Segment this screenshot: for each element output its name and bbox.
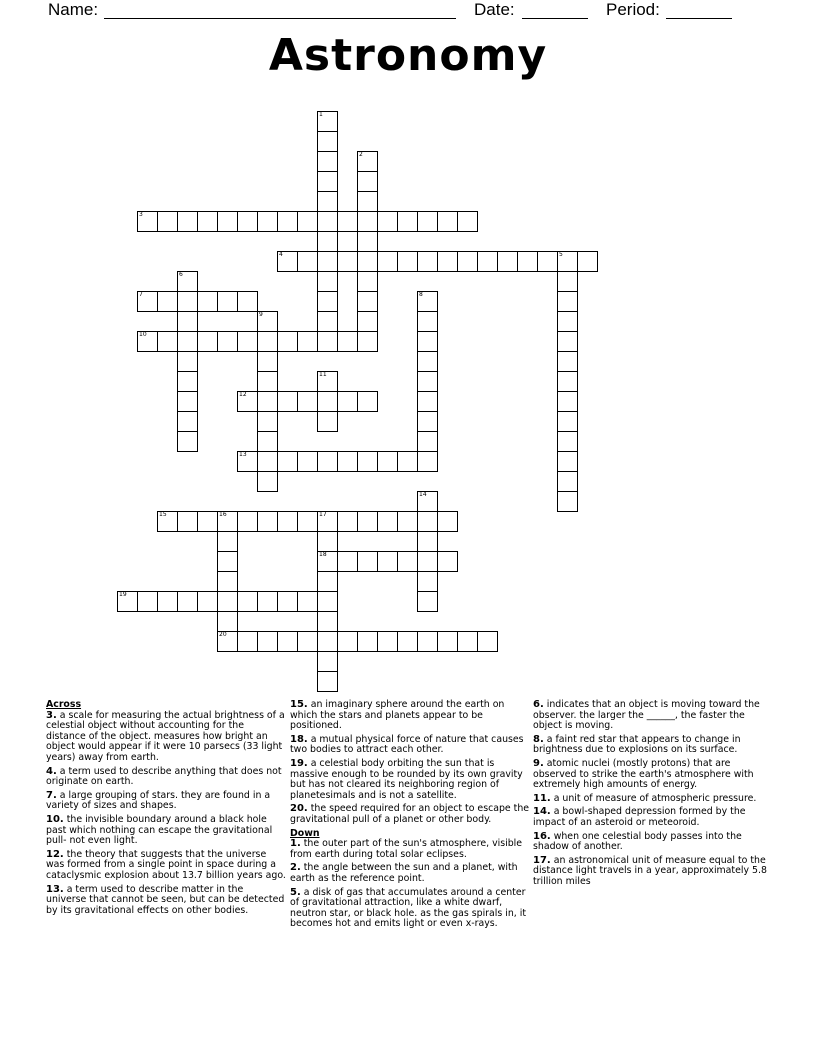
crossword-cell[interactable] xyxy=(377,251,398,272)
cell-number: 6 xyxy=(179,271,183,278)
crossword-cell[interactable] xyxy=(317,271,338,292)
crossword-cell[interactable] xyxy=(557,431,578,452)
crossword-cell[interactable] xyxy=(297,391,318,412)
crossword-cell[interactable] xyxy=(357,151,378,172)
clue-item: 17. an astronomical unit of measure equal to the distance light travels in a year, approximately 5.8 trillion miles xyxy=(533,854,767,887)
crossword-cell[interactable] xyxy=(277,251,298,272)
cell-number: 13 xyxy=(239,451,247,458)
crossword-cell[interactable] xyxy=(197,331,218,352)
crossword-cell[interactable] xyxy=(357,511,378,532)
crossword-cell[interactable] xyxy=(217,591,238,612)
clue-list xyxy=(0,700,816,1056)
clue-item: 9. atomic nuclei (mostly protons) that are observed to strike the earth's atmosphere with extremely high amounts of energy. xyxy=(533,757,754,791)
crossword-cell[interactable] xyxy=(277,331,298,352)
clue-column-1 xyxy=(46,700,286,919)
crossword-cell[interactable] xyxy=(217,631,238,652)
clue-item: 18. a mutual physical force of nature that causes two bodies to attract each other. xyxy=(290,733,524,756)
crossword-cell[interactable] xyxy=(297,211,318,232)
crossword-cell[interactable] xyxy=(317,291,338,312)
crossword-cell[interactable] xyxy=(317,171,338,192)
cell-number: 18 xyxy=(319,551,327,558)
cell-number: 14 xyxy=(419,491,427,498)
crossword-cell[interactable] xyxy=(397,211,418,232)
crossword-cell[interactable] xyxy=(297,251,318,272)
cell-number: 3 xyxy=(139,211,143,218)
crossword-cell[interactable] xyxy=(177,311,198,332)
crossword-cell[interactable] xyxy=(557,451,578,472)
clue-item: 19. a celestial body orbiting the sun that is massive enough to be rounded by its own gravity but has not cleared its neighboring region of planetesimals and is not a satellite. xyxy=(290,757,523,801)
crossword-cell[interactable] xyxy=(317,131,338,152)
crossword-cell[interactable] xyxy=(217,611,238,632)
crossword-cell[interactable] xyxy=(237,211,258,232)
crossword-cell[interactable] xyxy=(317,191,338,212)
crossword-cell[interactable] xyxy=(277,391,298,412)
crossword-cell[interactable] xyxy=(357,311,378,332)
crossword-cell[interactable] xyxy=(197,291,218,312)
crossword-cell[interactable] xyxy=(417,331,438,352)
clue-item: 7. a large grouping of stars. they are found in a variety of sizes and shapes. xyxy=(46,789,271,812)
crossword-cell[interactable] xyxy=(417,351,438,372)
crossword-cell[interactable] xyxy=(417,491,438,512)
crossword-cell[interactable] xyxy=(237,591,258,612)
crossword-cell[interactable] xyxy=(477,251,498,272)
crossword-cell[interactable] xyxy=(257,371,278,392)
crossword-cell[interactable] xyxy=(557,411,578,432)
crossword-cell[interactable] xyxy=(317,571,338,592)
crossword-cell[interactable] xyxy=(177,591,198,612)
crossword-cell[interactable] xyxy=(217,331,238,352)
clue-item: 5. a disk of gas that accumulates around a center of gravitational attraction, like a white dwarf, neutron star, or black hole. as the gas spirals in, it becomes hot and emits light or even x-rays. xyxy=(290,886,527,930)
date-label: Date: xyxy=(474,0,515,19)
crossword-cell[interactable] xyxy=(577,251,598,272)
crossword-cell[interactable] xyxy=(317,631,338,652)
crossword-cell[interactable] xyxy=(217,291,238,312)
crossword-cell[interactable] xyxy=(417,371,438,392)
crossword-cell[interactable] xyxy=(137,211,158,232)
crossword-cell[interactable] xyxy=(317,671,338,692)
crossword-cell[interactable] xyxy=(437,631,458,652)
crossword-cell[interactable] xyxy=(137,331,158,352)
cell-number: 11 xyxy=(319,371,327,378)
crossword-cell[interactable] xyxy=(177,271,198,292)
crossword-cell[interactable] xyxy=(277,511,298,532)
crossword-cell[interactable] xyxy=(177,391,198,412)
cell-number: 16 xyxy=(219,511,227,518)
crossword-cell[interactable] xyxy=(357,251,378,272)
crossword-cell[interactable] xyxy=(417,591,438,612)
crossword-cell[interactable] xyxy=(517,251,538,272)
page-title: Astronomy xyxy=(268,30,548,81)
crossword-cell[interactable] xyxy=(417,311,438,332)
crossword-cell[interactable] xyxy=(557,251,578,272)
crossword-cell[interactable] xyxy=(317,551,338,572)
crossword-cell[interactable] xyxy=(377,631,398,652)
crossword-cell[interactable] xyxy=(157,331,178,352)
clue-item: 2. the angle between the sun and a planet, with earth as the reference point. xyxy=(290,862,518,884)
crossword-cell[interactable] xyxy=(157,291,178,312)
clue-item: 16. when one celestial body passes into the shadow of another. xyxy=(533,830,742,853)
crossword-cell[interactable] xyxy=(297,631,318,652)
cell-number: 5 xyxy=(559,251,563,258)
crossword-cell[interactable] xyxy=(377,551,398,572)
crossword-cell[interactable] xyxy=(257,431,278,452)
crossword-cell[interactable] xyxy=(317,111,338,132)
crossword-cell[interactable] xyxy=(357,171,378,192)
crossword-cell[interactable] xyxy=(317,531,338,552)
crossword-cell[interactable] xyxy=(417,391,438,412)
crossword-cell[interactable] xyxy=(377,451,398,472)
crossword-cell[interactable] xyxy=(317,451,338,472)
crossword-cell[interactable] xyxy=(437,511,458,532)
crossword-cell[interactable] xyxy=(417,431,438,452)
cell-number: 17 xyxy=(319,511,327,518)
crossword-cell[interactable] xyxy=(437,251,458,272)
crossword-cell[interactable] xyxy=(357,551,378,572)
crossword-cell[interactable] xyxy=(197,211,218,232)
crossword-cell[interactable] xyxy=(357,231,378,252)
period-label: Period: xyxy=(606,0,660,19)
crossword-cell[interactable] xyxy=(557,471,578,492)
crossword-cell[interactable] xyxy=(257,351,278,372)
crossword-cell[interactable] xyxy=(317,411,338,432)
cell-number: 4 xyxy=(279,251,283,258)
crossword-cell[interactable] xyxy=(217,211,238,232)
crossword-cell[interactable] xyxy=(277,451,298,472)
crossword-cell[interactable] xyxy=(257,391,278,412)
crossword-cell[interactable] xyxy=(397,551,418,572)
crossword-cell[interactable] xyxy=(557,331,578,352)
crossword-cell[interactable] xyxy=(257,311,278,332)
crossword-cell[interactable] xyxy=(357,291,378,312)
crossword-cell[interactable] xyxy=(317,371,338,392)
crossword-cell[interactable] xyxy=(417,251,438,272)
clue-item: 20. the speed required for an object to escape the gravitational pull of a planet or other body. xyxy=(290,803,530,825)
crossword-cell[interactable] xyxy=(237,451,258,472)
crossword-cell[interactable] xyxy=(297,331,318,352)
crossword-cell[interactable] xyxy=(357,271,378,292)
crossword-cell[interactable] xyxy=(557,391,578,412)
crossword-cell[interactable] xyxy=(197,591,218,612)
crossword-cell[interactable] xyxy=(257,411,278,432)
name-label: Name: xyxy=(48,0,99,19)
cell-number: 20 xyxy=(219,631,227,638)
crossword-cell[interactable] xyxy=(317,231,338,252)
cell-number: 2 xyxy=(359,151,363,158)
crossword-cell[interactable] xyxy=(257,471,278,492)
crossword-cell[interactable] xyxy=(417,631,438,652)
clue-item: 12. the theory that suggests that the universe was formed from a single point in space during a cataclysmic explosion about 13.7 billion years ago. xyxy=(46,848,286,881)
crossword-cell[interactable] xyxy=(117,591,138,612)
across-heading: Across xyxy=(46,699,82,710)
crossword-cell[interactable] xyxy=(317,251,338,272)
crossword-cell[interactable] xyxy=(417,291,438,312)
crossword-cell[interactable] xyxy=(257,511,278,532)
crossword-cell[interactable] xyxy=(137,291,158,312)
crossword-cell[interactable] xyxy=(257,631,278,652)
crossword-cell[interactable] xyxy=(237,631,258,652)
crossword-cell[interactable] xyxy=(217,531,238,552)
cell-number: 19 xyxy=(119,591,127,598)
crossword-cell[interactable] xyxy=(377,211,398,232)
crossword-cell[interactable] xyxy=(457,211,478,232)
crossword-cell[interactable] xyxy=(417,451,438,472)
crossword-cell[interactable] xyxy=(437,211,458,232)
crossword-cell[interactable] xyxy=(177,291,198,312)
crossword-cell[interactable] xyxy=(297,451,318,472)
cell-number: 10 xyxy=(139,331,147,338)
crossword-cell[interactable] xyxy=(557,491,578,512)
cell-number: 8 xyxy=(419,291,423,298)
crossword-cell[interactable] xyxy=(257,211,278,232)
crossword-cell[interactable] xyxy=(357,451,378,472)
crossword-cell[interactable] xyxy=(397,451,418,472)
down-heading: Down xyxy=(290,827,320,839)
crossword-cell[interactable] xyxy=(557,271,578,292)
crossword-cell[interactable] xyxy=(157,591,178,612)
crossword-cell[interactable] xyxy=(237,391,258,412)
clue-item: 6. indicates that an object is moving toward the observer. the larger the ______, the faster the object is moving. xyxy=(533,699,760,732)
crossword-cell[interactable] xyxy=(217,551,238,572)
crossword-cell[interactable] xyxy=(217,571,238,592)
crossword-cell[interactable] xyxy=(177,351,198,372)
cell-number: 15 xyxy=(159,511,167,518)
crossword-cell[interactable] xyxy=(357,331,378,352)
clue-column-2 xyxy=(290,700,530,933)
crossword-cell[interactable] xyxy=(397,251,418,272)
cell-number: 9 xyxy=(259,311,263,318)
crossword-cell[interactable] xyxy=(297,511,318,532)
crossword-cell[interactable] xyxy=(557,351,578,372)
crossword-cell[interactable] xyxy=(557,311,578,332)
crossword-cell[interactable] xyxy=(237,291,258,312)
crossword-cell[interactable] xyxy=(317,391,338,412)
crossword-cell[interactable] xyxy=(157,211,178,232)
crossword-cell[interactable] xyxy=(537,251,558,272)
crossword-cell[interactable] xyxy=(317,611,338,632)
crossword-cell[interactable] xyxy=(157,511,178,532)
crossword-cell[interactable] xyxy=(317,511,338,532)
crossword-cell[interactable] xyxy=(257,591,278,612)
crossword-cell[interactable] xyxy=(357,191,378,212)
crossword-cell[interactable] xyxy=(177,411,198,432)
crossword-cell[interactable] xyxy=(357,391,378,412)
crossword-cell[interactable] xyxy=(417,411,438,432)
crossword-cell[interactable] xyxy=(337,451,358,472)
crossword-cell[interactable] xyxy=(337,631,358,652)
crossword-cell[interactable] xyxy=(457,631,478,652)
crossword-cell[interactable] xyxy=(397,631,418,652)
clue-item: 3. a scale for measuring the actual brightness of a celestial object without accounting for the distance of the object. measures how bright an object would appear if it were 10 parsecs (33 light years) away from earth. xyxy=(46,709,285,763)
crossword-cell[interactable] xyxy=(317,651,338,672)
crossword-cell[interactable] xyxy=(177,371,198,392)
clue-column-3 xyxy=(533,700,773,891)
crossword-cell[interactable] xyxy=(317,151,338,172)
crossword-cell[interactable] xyxy=(137,591,158,612)
clue-item: 1. the outer part of the sun's atmosphere, visible from earth during total solar eclipses. xyxy=(290,838,523,860)
cell-number: 1 xyxy=(319,111,323,118)
crossword-cell[interactable] xyxy=(317,311,338,332)
crossword-cell[interactable] xyxy=(417,571,438,592)
crossword-cell[interactable] xyxy=(397,511,418,532)
crossword-cell[interactable] xyxy=(377,511,398,532)
cell-number: 12 xyxy=(239,391,247,398)
crossword-cell[interactable] xyxy=(417,511,438,532)
crossword-cell[interactable] xyxy=(237,331,258,352)
crossword-cell[interactable] xyxy=(337,511,358,532)
clue-item: 13. a term used to describe matter in the universe that cannot be seen, but can be detected by its gravitational effects on other bodies. xyxy=(46,883,285,916)
clue-item: 15. an imaginary sphere around the earth on which the stars and planets appear to be positioned. xyxy=(290,699,505,732)
crossword-cell[interactable] xyxy=(317,211,338,232)
cell-number: 7 xyxy=(139,291,143,298)
crossword-cell[interactable] xyxy=(337,211,358,232)
crossword-cell[interactable] xyxy=(317,331,338,352)
crossword-cell[interactable] xyxy=(257,331,278,352)
crossword-cell[interactable] xyxy=(237,511,258,532)
clue-item: 10. the invisible boundary around a black hole past which nothing can escape the gravitational pull- not even light. xyxy=(46,813,273,847)
crossword-cell[interactable] xyxy=(277,631,298,652)
crossword-cell[interactable] xyxy=(177,431,198,452)
crossword-cell[interactable] xyxy=(177,331,198,352)
crossword-cell[interactable] xyxy=(177,511,198,532)
crossword-cell[interactable] xyxy=(217,511,238,532)
crossword-cell[interactable] xyxy=(357,211,378,232)
crossword-cell[interactable] xyxy=(417,211,438,232)
crossword-cell[interactable] xyxy=(257,451,278,472)
crossword-cell[interactable] xyxy=(437,551,458,572)
crossword-cell[interactable] xyxy=(277,211,298,232)
clue-item: 4. a term used to describe anything that does not originate on earth. xyxy=(46,765,282,788)
crossword-cell[interactable] xyxy=(197,511,218,532)
crossword-cell[interactable] xyxy=(317,591,338,612)
crossword-cell[interactable] xyxy=(477,631,498,652)
clue-item: 11. a unit of measure of atmospheric pressure. xyxy=(533,792,757,804)
clue-item: 8. a faint red star that appears to change in brightness due to explosions on its surface. xyxy=(533,733,741,756)
crossword-cell[interactable] xyxy=(177,211,198,232)
crossword-cell[interactable] xyxy=(417,551,438,572)
crossword-cell[interactable] xyxy=(337,331,358,352)
crossword-cell[interactable] xyxy=(557,371,578,392)
crossword-cell[interactable] xyxy=(557,291,578,312)
crossword-cell[interactable] xyxy=(277,591,298,612)
crossword-cell[interactable] xyxy=(417,531,438,552)
crossword-cell[interactable] xyxy=(497,251,518,272)
crossword-cell[interactable] xyxy=(337,391,358,412)
crossword-cell[interactable] xyxy=(297,591,318,612)
crossword-cell[interactable] xyxy=(457,251,478,272)
crossword-cell[interactable] xyxy=(357,631,378,652)
crossword-cell[interactable] xyxy=(337,551,358,572)
clue-item: 14. a bowl-shaped depression formed by the impact of an asteroid or meteoroid. xyxy=(533,806,746,828)
crossword-cell[interactable] xyxy=(337,251,358,272)
